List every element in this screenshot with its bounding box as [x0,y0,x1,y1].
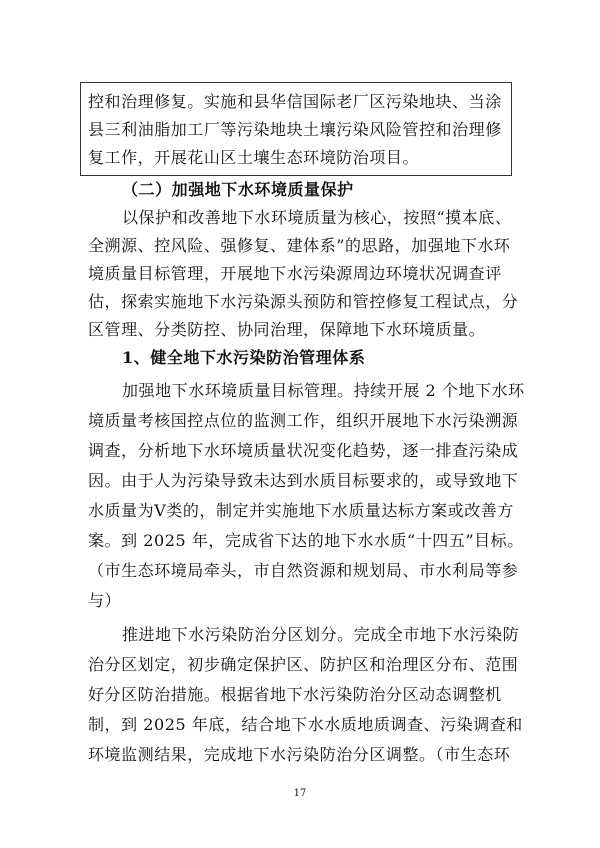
page-number: 17 [293,788,307,799]
box-text-line: 县三利油脂加工厂等污染地块土壤污染风险管控和治理修 [88,120,502,139]
paragraph-line: 制，到 2025 年底，结合地下水水质地质调查、污染调查和 [88,715,523,734]
paragraph-line: 区管理、分类防控、协同治理，保障地下水环境质量。 [88,320,486,339]
paragraph-line: 调查，分析地下水环境质量状况变化趋势，逐一排查污染成 [88,441,519,460]
paragraph-line: 与） [88,591,122,610]
paragraph-line: 治分区划定，初步确定保护区、防护区和治理区分布、范围 [88,655,519,674]
box-text-line: 复工作，开展花山区土壤生态环境防治项目。 [88,148,420,167]
paragraph-line: 估，探索实施地下水污染源头预防和管控修复工程试点，分 [88,292,519,311]
paragraph-line: （市生态环境局牵头，市自然资源和规划局、市水利局等参 [88,561,519,580]
paragraph-line: 环境监测结果，完成地下水污染防治分区调整。（市生态环 [88,745,511,764]
paragraph-line: 因。由于人为污染导致未达到水质目标要求的，或导致地下 [88,471,519,490]
paragraph-line: 全溯源、控风险、强修复、建体系”的思路，加强地下水环 [88,236,511,255]
subsection-heading: 1、健全地下水污染防治管理体系 [122,348,366,367]
box-text-line: 控和治理修复。实施和县华信国际老厂区污染地块、当涂 [88,92,502,111]
section-heading: （二）加强地下水环境质量保护 [122,180,354,199]
paragraph-line: 水质量为Ⅴ类的，制定并实施地下水质量达标方案或改善方 [88,501,514,520]
paragraph-line: 推进地下水污染防治分区划分。完成全市地下水污染防 [122,625,520,644]
paragraph-line: 加强地下水环境质量目标管理。持续开展 2 个地下水环 [122,381,525,400]
paragraph-line: 境质量目标管理，开展地下水污染源周边环境状况调查评 [88,264,502,283]
paragraph-line: 好分区防治措施。根据省地下水污染防治分区动态调整机 [88,685,502,704]
paragraph-line: 案。到 2025 年，完成省下达的地下水水质“十四五”目标。 [88,531,524,550]
paragraph-line: 以保护和改善地下水环境质量为核心，按照“摸本底、 [122,208,512,227]
paragraph-line: 境质量考核国控点位的监测工作，组织开展地下水污染溯源 [88,411,519,430]
